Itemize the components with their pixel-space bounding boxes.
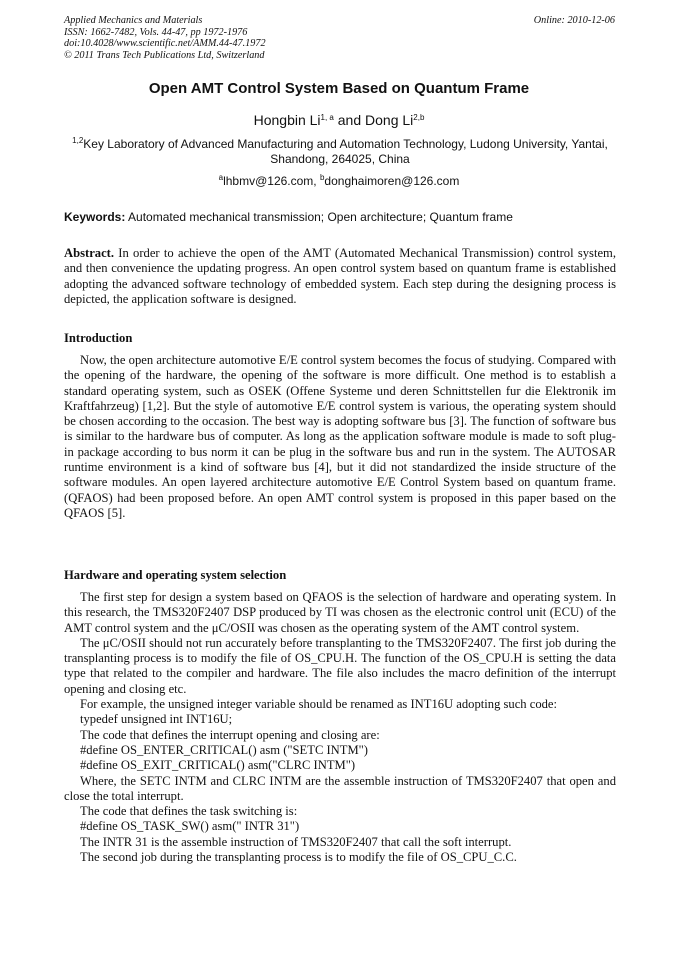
- abstract-label: Abstract.: [64, 246, 115, 260]
- code-enter-critical: #define OS_ENTER_CRITICAL() asm ("SETC INTM"): [80, 742, 369, 757]
- hardware-section: [64, 590, 616, 865]
- email-b-marker: b: [319, 173, 325, 182]
- author-2-affiliation: 2,b: [413, 113, 425, 122]
- abstract: [64, 246, 616, 307]
- keywords: [64, 210, 616, 224]
- online-date: Online: 2010-12-06: [533, 15, 615, 26]
- journal-name: Applied Mechanics and Materials: [64, 15, 203, 26]
- hardware-paragraph-8: Where, the SETC INTM and CLRC INTM are the assemble instruction of TMS320F2407 that open and close the total interrupt.: [64, 773, 616, 803]
- hardware-paragraph-11: The INTR 31 is the assemble instruction of TMS320F2407 that call the soft interrupt.: [80, 834, 512, 849]
- hardware-paragraph-1: The first step for design a system based on QFAOS is the selection of hardware and operating system. In this research, the TMS320F2407 DSP produced by TI was chosen as the electronic control unit (ECU) of the AMT control system and the μC/OSII was chosen as the operating system of the AMT control system.: [64, 590, 616, 635]
- email-a-marker: a: [218, 173, 224, 182]
- affiliation-text: Key Laboratory of Advanced Manufacturing and Automation Technology, Ludong University, Yantai, Shandong, 264025, China: [83, 137, 608, 166]
- keywords-label: Keywords:: [64, 210, 126, 224]
- hardware-paragraph-2: The μC/OSII should not run accurately before transplanting to the TMS320F2407. The first job during the transplanting process is to modify the file of OS_CPU.H. The function of the OS_CPU.H is setting the data type that related to the compiler and hardware. The file also includes the macro definition of the interrupt opening and closing etc.: [64, 635, 616, 696]
- hardware-paragraph-5: The code that defines the interrupt opening and closing are:: [80, 727, 380, 742]
- introduction-paragraph: Now, the open architecture automotive E/E control system becomes the focus of studying. Compared with the opening of the hardware, the opening of the software is more difficult. One method is to establish a standard operating system, such as OSEK (Offene Systeme und deren Schnittstellen fur die Elektronik im Kraftfahrzeug) [1,2]. But the style of automotive E/E control system is various, the operating system should be chosen according to the occasion. The best way is adopting software bus [3]. The function of software bus is similar to the hardware bus of computer. As long as the application software module is made to soft plug-in package according to bus norm it can be plug in the software bus and run in the system. The AUTOSAR runtime environment is a kind of software bus [4], but it did not standardized the inside structure of the software modules. An open layered architecture automotive E/E Control System based on quantum frame.(QFAOS) had been proposed before. An open AMT control system is proposed in this paper based on the QFAOS [5].: [64, 353, 616, 520]
- author-conjunction: and: [333, 112, 366, 128]
- author-line: [0, 112, 678, 128]
- code-exit-critical: #define OS_EXIT_CRITICAL() asm("CLRC INTM"): [80, 758, 356, 773]
- paper-title: Open AMT Control System Based on Quantum Frame: [148, 80, 530, 97]
- abstract-text: In order to achieve the open of the AMT (Automated Mechanical Transmission) control system, and then convenience the updating progress. An open control system based on quantum frame is established adopting the advanced software technology of embedded system. Each step during the designing process is depicted, the application software is designed.: [64, 246, 616, 306]
- author-2: Dong Li: [365, 112, 414, 128]
- author-1: Hongbin Li: [253, 112, 321, 128]
- author-1-affiliation: 1, a: [320, 113, 334, 122]
- code-typedef: typedef unsigned int INT16U;: [80, 712, 233, 727]
- issn-line: ISSN: 1662-7482, Vols. 44-47, pp 1972-1976: [64, 26, 248, 38]
- journal-header: [64, 15, 266, 61]
- email-a: lhbmv@126.com,: [223, 174, 320, 188]
- hardware-paragraph-12: The second job during the transplanting process is to modify the file of OS_CPU_C.C.: [80, 850, 517, 865]
- doi-line: doi:10.4028/www.scientific.net/AMM.44-47.1972: [64, 38, 266, 49]
- author-emails: [0, 174, 678, 188]
- code-task-switch: #define OS_TASK_SW() asm(" INTR 31"): [80, 819, 300, 834]
- affiliation: [64, 137, 616, 167]
- hardware-paragraph-9: The code that defines the task switching is:: [80, 804, 298, 819]
- introduction-heading: Introduction: [64, 331, 133, 345]
- hardware-heading: Hardware and operating system selection: [64, 568, 287, 582]
- copyright-line: © 2011 Trans Tech Publications Ltd, Switzerland: [64, 49, 265, 61]
- hardware-paragraph-3: For example, the unsigned integer variable should be renamed as INT16U adopting such code:: [80, 697, 558, 712]
- keywords-text: Automated mechanical transmission; Open architecture; Quantum frame: [125, 210, 513, 224]
- affiliation-marker: 1,2: [72, 136, 84, 145]
- email-b: donghaimoren@126.com: [324, 174, 460, 188]
